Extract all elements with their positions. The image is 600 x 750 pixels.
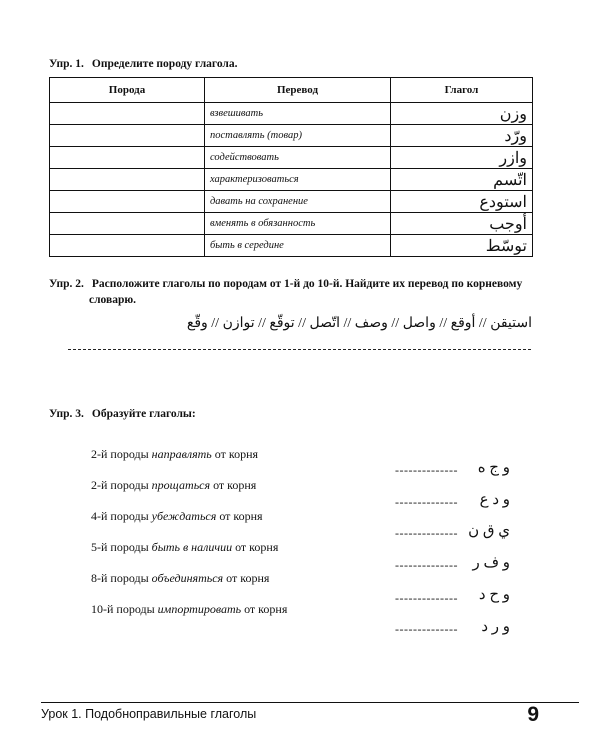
task-prefix: 2-й породы xyxy=(91,478,152,492)
task-verb: прощаться xyxy=(151,478,211,492)
verb-cell: استودع xyxy=(391,191,533,213)
answer-blank[interactable]: -------------- xyxy=(395,463,458,477)
ex1-heading xyxy=(49,57,238,72)
ex2-heading xyxy=(49,277,522,292)
table-row xyxy=(50,235,533,257)
form-cell[interactable] xyxy=(50,103,205,125)
form-cell[interactable] xyxy=(50,125,205,147)
form-cell[interactable] xyxy=(50,191,205,213)
task-item xyxy=(91,570,269,586)
task-item xyxy=(91,477,256,493)
task-item xyxy=(91,539,278,555)
task-item xyxy=(91,601,287,617)
translation-cell: взвешивать xyxy=(205,103,391,125)
verb-cell: وزن xyxy=(391,103,533,125)
ex1-number: Упр. 1. xyxy=(49,58,84,70)
form-cell[interactable] xyxy=(50,235,205,257)
ex3-heading xyxy=(49,407,196,422)
ex2-title-line1: Расположите глаголы по породам от 1-й до 10-й. Найдите их перевод по корневому xyxy=(91,278,523,290)
root-letters: و ر د xyxy=(481,619,510,635)
answer-blank[interactable]: -------------- xyxy=(395,526,458,540)
task-item xyxy=(91,508,263,524)
form-cell[interactable] xyxy=(50,169,205,191)
table-row xyxy=(50,147,533,169)
form-cell[interactable] xyxy=(50,213,205,235)
task-verb: убеждаться xyxy=(151,509,217,523)
answer-line[interactable] xyxy=(68,349,531,350)
ex2-verb-list: استيقن // أوقع // واصل // وصف // اتّصل // توقّع // توازن // وقّع xyxy=(186,316,532,331)
task-prefix: 4-й породы xyxy=(91,509,152,523)
task-suffix: от корня xyxy=(232,540,279,554)
task-prefix: 8-й породы xyxy=(91,571,152,585)
task-prefix: 5-й породы xyxy=(91,540,152,554)
task-suffix: от корня xyxy=(241,602,288,616)
ex3-number: Упр. 3. xyxy=(49,408,84,420)
task-verb: направлять xyxy=(151,447,212,461)
answer-blank[interactable]: -------------- xyxy=(395,495,458,509)
translation-cell: содействовать xyxy=(205,147,391,169)
table-row xyxy=(50,191,533,213)
table-row xyxy=(50,125,533,147)
task-verb: быть в наличии xyxy=(151,540,233,554)
header-translation: Перевод xyxy=(205,78,391,103)
table-row xyxy=(50,213,533,235)
translation-cell: быть в середине xyxy=(205,235,391,257)
verb-cell: أوجب xyxy=(391,213,533,235)
root-letters: ي ق ن xyxy=(468,523,510,539)
table-row xyxy=(50,169,533,191)
task-suffix: от корня xyxy=(211,447,259,461)
task-suffix: от корня xyxy=(216,509,263,523)
task-item xyxy=(91,446,258,462)
ex2-title-line2: словарю. xyxy=(89,294,137,306)
page-number: 9 xyxy=(527,703,539,726)
translation-cell: давать на сохранение xyxy=(205,191,391,213)
lesson-title: Урок 1. Подобноправильные глаголы xyxy=(41,707,257,721)
verb-cell: وازر xyxy=(391,147,533,169)
answer-blank[interactable]: -------------- xyxy=(395,591,458,605)
table-row xyxy=(50,103,533,125)
ex2-heading-cont xyxy=(89,293,136,308)
header-form: Порода xyxy=(50,78,205,103)
root-letters: و ج ه xyxy=(477,460,510,476)
task-verb: объединяться xyxy=(151,571,224,585)
task-suffix: от корня xyxy=(210,478,257,492)
ex1-title: Определите породу глагола. xyxy=(91,58,238,70)
verb-table xyxy=(49,77,533,257)
root-letters: و د ع xyxy=(479,492,510,508)
translation-cell: поставлять (товар) xyxy=(205,125,391,147)
answer-blank[interactable]: -------------- xyxy=(395,558,458,572)
translation-cell: характеризоваться xyxy=(205,169,391,191)
task-suffix: от корня xyxy=(223,571,270,585)
verb-cell: اتّسم xyxy=(391,169,533,191)
ex3-title: Образуйте глаголы: xyxy=(91,408,196,420)
task-prefix: 10-й породы xyxy=(91,602,158,616)
ex2-number: Упр. 2. xyxy=(49,278,84,290)
table-header-row xyxy=(50,78,533,103)
task-verb: импортировать xyxy=(157,602,242,616)
verb-cell: ورّد xyxy=(391,125,533,147)
translation-cell: вменять в обязанность xyxy=(205,213,391,235)
form-cell[interactable] xyxy=(50,147,205,169)
verb-cell: توسّط xyxy=(391,235,533,257)
answer-blank[interactable]: -------------- xyxy=(395,622,458,636)
root-letters: و ف ر xyxy=(472,555,510,571)
footer-divider xyxy=(41,702,579,703)
task-prefix: 2-й породы xyxy=(91,447,152,461)
header-verb: Глагол xyxy=(391,78,533,103)
root-letters: و ح د xyxy=(478,587,510,603)
